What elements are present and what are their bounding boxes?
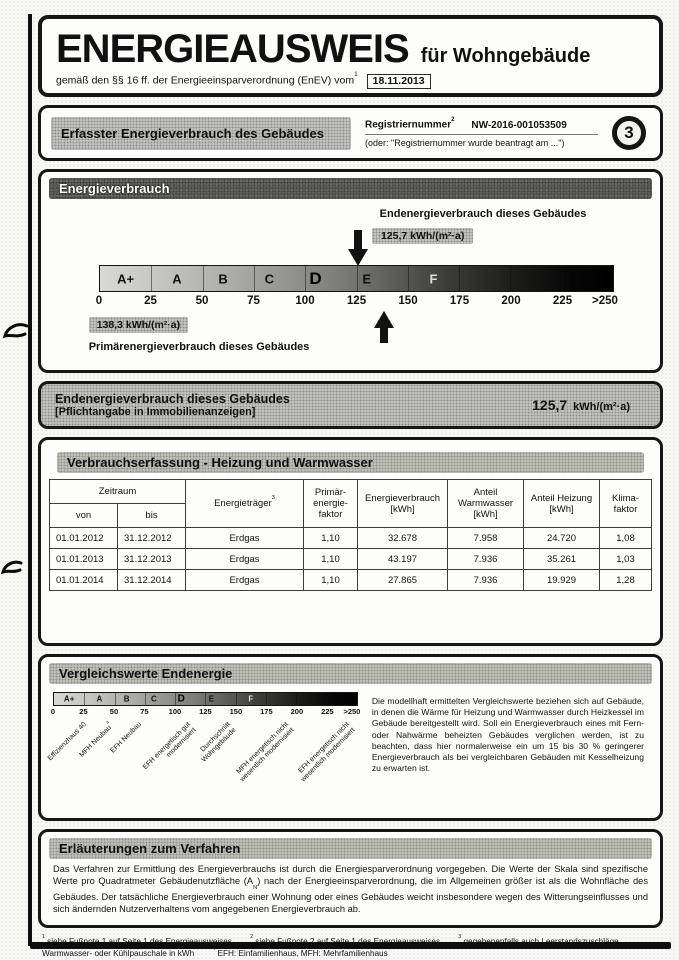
scale-class-e: E bbox=[208, 694, 215, 704]
registry-number-line bbox=[365, 115, 598, 134]
footnote-text: siehe Fußnote 1 auf Seite 1 des Energieausweises bbox=[47, 937, 232, 947]
scan-artifact bbox=[3, 322, 29, 344]
col-energietraeger-label: Energieträger bbox=[214, 498, 272, 510]
comparison-scale bbox=[47, 692, 361, 814]
scan-left-edge bbox=[28, 14, 32, 946]
scale-tick: 225 bbox=[552, 295, 573, 307]
table-row bbox=[50, 528, 652, 549]
scale-class-f: F bbox=[248, 694, 254, 704]
scale-tick: 25 bbox=[79, 707, 88, 716]
primary-energy-value: 138,3 kWh/(m²·a) bbox=[89, 317, 188, 333]
footnote-ref-1: 1 bbox=[354, 71, 358, 79]
explanation-section bbox=[38, 829, 663, 928]
cell-warmwasser: 7.936 bbox=[448, 570, 524, 591]
scale-class-a-plus: A+ bbox=[117, 271, 135, 286]
consumption-table bbox=[49, 479, 652, 591]
regulation-line bbox=[56, 71, 645, 87]
comparison-label-mfh-nicht-modernisiert: MFH energetisch nicht wesentlich modernisiert bbox=[235, 721, 296, 784]
table-row bbox=[50, 570, 652, 591]
scale-tick: 50 bbox=[195, 295, 209, 307]
scale-tick: 125 bbox=[199, 707, 212, 716]
cell-pef: 1,10 bbox=[304, 549, 358, 570]
cell-verbrauch: 32.678 bbox=[358, 528, 448, 549]
mandatory-value-number: 125,7 bbox=[532, 397, 568, 413]
scale-divider bbox=[510, 266, 511, 291]
footnote-2 bbox=[250, 934, 441, 947]
comparison-section bbox=[38, 654, 663, 821]
regulation-date: 18.11.2013 bbox=[367, 74, 431, 89]
subscript-n: N bbox=[253, 884, 258, 891]
scale-ticks bbox=[95, 292, 618, 310]
scale-tick: 175 bbox=[260, 707, 273, 716]
cell-heizung: 35.261 bbox=[524, 549, 600, 570]
comparison-scale-ticks bbox=[50, 706, 361, 718]
primary-energy-label: Primärenergieverbrauch dieses Gebäudes bbox=[88, 341, 310, 353]
cell-klimafaktor: 1,03 bbox=[600, 549, 652, 570]
document-title: ENERGIEAUSWEIS bbox=[56, 27, 409, 71]
col-bis: bis bbox=[118, 504, 186, 528]
scale-divider bbox=[327, 693, 328, 705]
scale-tick: 225 bbox=[321, 707, 334, 716]
scale-tick: 200 bbox=[501, 295, 521, 307]
registry-number-value: NW-2016-001053509 bbox=[471, 119, 567, 131]
mandatory-value-strip bbox=[38, 381, 663, 429]
comparison-label-text: MFH Neubau bbox=[78, 724, 113, 759]
cell-von: 01.01.2014 bbox=[50, 570, 118, 591]
scale-class-a-plus: A+ bbox=[63, 694, 75, 704]
table-body bbox=[50, 528, 652, 591]
comparison-body bbox=[41, 688, 660, 814]
regulation-text: gemäß den §§ 16 ff. der Energieeinsparverordnung (EnEV) vom bbox=[56, 74, 355, 87]
col-energietraeger bbox=[186, 480, 304, 528]
scale-divider bbox=[266, 693, 267, 705]
col-anteil-heizung: Anteil Heizung [kWh] bbox=[524, 480, 600, 528]
footnote-marker: 1 bbox=[42, 934, 45, 941]
scale-divider bbox=[203, 266, 204, 291]
scale-tick: 25 bbox=[144, 295, 157, 307]
col-energieverbrauch: Energieverbrauch [kWh] bbox=[358, 480, 448, 528]
scale-class-f: F bbox=[429, 271, 438, 286]
scan-artifact bbox=[1, 560, 23, 578]
scale-tick: 75 bbox=[140, 707, 149, 716]
comparison-label-efh-gut-modernisiert: EFH energetisch gut modernisiert bbox=[142, 721, 198, 772]
consumption-table-section bbox=[38, 437, 663, 646]
comparison-label-effizienzhaus: Effizienzhaus 40 bbox=[47, 721, 89, 763]
footnote-marker: 3 bbox=[458, 934, 462, 941]
comparison-scale-band bbox=[53, 692, 358, 706]
cell-warmwasser: 7.936 bbox=[448, 549, 524, 570]
scale-divider bbox=[175, 693, 176, 705]
explanation-text bbox=[53, 863, 648, 915]
scale-divider bbox=[296, 693, 297, 705]
cell-energietraeger: Erdgas bbox=[186, 549, 304, 570]
cell-heizung: 24.720 bbox=[524, 528, 600, 549]
registry-alt-text: (oder: "Registriernummer wurde beantragt am ...") bbox=[365, 137, 565, 148]
mandatory-value bbox=[532, 397, 646, 413]
comparison-label-durchschnitt: Durchschnitt Wohngebäude bbox=[199, 721, 238, 764]
energy-scale-band bbox=[99, 265, 614, 292]
explanation-text-part1: Das Verfahren zur Ermittlung des Energieverbrauchs ist durch die Energiesparverordnung vorgegeben. Die Werte der Skala sind spezifische Werte pro Quadratmeter Gebäudenutzfläche (A bbox=[53, 864, 648, 887]
scale-divider bbox=[408, 266, 409, 291]
scale-tick: 0 bbox=[95, 295, 103, 307]
scale-tick: 150 bbox=[229, 707, 243, 716]
footnote-marker: 2 bbox=[250, 934, 254, 941]
cell-pef: 1,10 bbox=[304, 528, 358, 549]
scale-tick: 50 bbox=[109, 707, 119, 716]
section-title-text: Vergleichswerte Endenergie bbox=[59, 666, 233, 681]
footnote-text: siehe Fußnote 2 auf Seite 1 des Energieausweises bbox=[255, 937, 441, 947]
footnote-text: EFH: Einfamilienhaus, MFH: Mehrfamilienhaus bbox=[217, 949, 388, 959]
scale-divider bbox=[562, 266, 563, 291]
cell-energietraeger: Erdgas bbox=[186, 570, 304, 591]
section-title-energieverbrauch bbox=[49, 178, 652, 199]
comparison-labels bbox=[47, 718, 358, 814]
scale-class-a: A bbox=[172, 271, 182, 286]
scale-class-b: B bbox=[218, 271, 228, 286]
scale-divider bbox=[254, 266, 255, 291]
scale-divider bbox=[236, 693, 237, 705]
scale-class-a: A bbox=[96, 694, 103, 704]
registry-info bbox=[365, 115, 598, 148]
cell-energietraeger: Erdgas bbox=[186, 528, 304, 549]
scale-class-b: B bbox=[123, 694, 130, 704]
section-title-text: Energieverbrauch bbox=[59, 181, 170, 196]
cell-heizung: 19.929 bbox=[524, 570, 600, 591]
table-head bbox=[50, 480, 652, 528]
scale-divider bbox=[151, 266, 152, 291]
scale-divider bbox=[115, 693, 116, 705]
scale-tick: 125 bbox=[346, 295, 367, 307]
section-title-erlaeuterungen bbox=[49, 838, 652, 859]
col-klimafaktor: Klima-faktor bbox=[600, 480, 652, 528]
mandatory-subtitle: [Pflichtangabe in Immobilienanzeigen] bbox=[55, 406, 256, 418]
footnote-ref-4: 4 bbox=[104, 719, 111, 725]
cell-bis: 31.12.2012 bbox=[118, 528, 186, 549]
footnotes bbox=[42, 936, 659, 960]
document-content bbox=[38, 15, 663, 960]
energy-consumption-section bbox=[38, 169, 663, 373]
scale-class-d: D bbox=[309, 268, 322, 288]
col-von: von bbox=[50, 504, 118, 528]
comparison-label-efh-neubau: EFH Neubau bbox=[109, 721, 144, 755]
end-energy-label: Endenergieverbrauch dieses Gebäudes bbox=[379, 208, 587, 220]
scale-tick: 100 bbox=[168, 707, 182, 716]
title-row bbox=[56, 27, 645, 72]
footnote-marker: 4 bbox=[212, 946, 216, 953]
cell-warmwasser: 7.958 bbox=[448, 528, 524, 549]
scale-class-c: C bbox=[151, 694, 157, 704]
col-anteil-warmwasser: Anteil Warmwasser [kWh] bbox=[448, 480, 524, 528]
cell-klimafaktor: 1,28 bbox=[600, 570, 652, 591]
cell-von: 01.01.2013 bbox=[50, 549, 118, 570]
cell-verbrauch: 43.197 bbox=[358, 549, 448, 570]
energy-scale bbox=[88, 203, 618, 366]
footnote-text: gegebenenfalls auch Leerstandszuschläge, Warmwasser- oder Kühlpauschale in kWh bbox=[42, 937, 621, 959]
section-title-text: Erläuterungen zum Verfahren bbox=[59, 841, 241, 856]
registry-bar bbox=[38, 105, 663, 161]
footnote-ref-2: 2 bbox=[451, 115, 455, 123]
primary-energy-annotation bbox=[88, 310, 614, 366]
comparison-note: Die modellhaft ermittelten Vergleichswerte beziehen sich auf Gebäude, in denen die Wärme für Heizung und Warmwasser durch Heizkessel im Gebäude bereitgestellt wird. Soll ein Energieverbrauch eines mit Fern- oder Nahwärme beheizten Gebäudes verglichen werden, ist zu beachten, dass hier normalerweise ein um 15 bis 30 % geringerer Energieverbrauch als bei vergleichbaren Gebäuden mit Kesselheizung zu erwarten ist. bbox=[371, 696, 644, 774]
primary-energy-arrow-icon bbox=[374, 311, 394, 343]
table-row bbox=[50, 549, 652, 570]
page-number-badge: 3 bbox=[612, 116, 646, 150]
scale-class-d: D bbox=[177, 693, 185, 705]
cell-pef: 1,10 bbox=[304, 570, 358, 591]
document-header bbox=[38, 15, 663, 97]
footnote-ref-3: 3 bbox=[271, 495, 275, 502]
col-zeitraum: Zeitraum bbox=[50, 480, 186, 504]
scale-divider bbox=[305, 266, 306, 291]
cell-von: 01.01.2012 bbox=[50, 528, 118, 549]
comparison-label-efh-nicht-modernisiert: EFH energetisch nicht wesentlich modernisiert bbox=[296, 721, 357, 784]
table-header-row bbox=[50, 480, 652, 504]
registry-number-label: Registriernummer bbox=[365, 119, 452, 131]
scale-divider bbox=[145, 693, 146, 705]
mandatory-titles bbox=[55, 392, 290, 418]
mandatory-title: Endenergieverbrauch dieses Gebäudes bbox=[55, 392, 290, 406]
end-energy-value: 125,7 kWh/(m²·a) bbox=[372, 228, 473, 244]
scale-tick: >250 bbox=[343, 707, 361, 716]
section-title-vergleichswerte bbox=[49, 663, 652, 684]
end-energy-arrow-icon bbox=[348, 230, 368, 266]
scale-tick: 0 bbox=[50, 707, 56, 716]
cell-bis: 31.12.2014 bbox=[118, 570, 186, 591]
scale-tick: 200 bbox=[290, 707, 304, 716]
scale-tick: >250 bbox=[591, 295, 618, 307]
cell-verbrauch: 27.865 bbox=[358, 570, 448, 591]
footnote-1 bbox=[42, 934, 232, 947]
document-subtitle: für Wohngebäude bbox=[420, 45, 591, 67]
scale-tick: 150 bbox=[398, 295, 418, 307]
scale-tick: 75 bbox=[247, 295, 260, 307]
section-title-erfasster-energieverbrauch: Erfasster Energieverbrauch des Gebäudes bbox=[51, 117, 351, 150]
scale-divider bbox=[459, 266, 460, 291]
scale-divider bbox=[205, 693, 206, 705]
cell-bis: 31.12.2013 bbox=[118, 549, 186, 570]
scale-tick: 100 bbox=[295, 295, 315, 307]
end-energy-annotation bbox=[99, 203, 614, 265]
cell-klimafaktor: 1,08 bbox=[600, 528, 652, 549]
scale-divider bbox=[357, 266, 358, 291]
col-primaerenergiefaktor: Primär-energie-faktor bbox=[304, 480, 358, 528]
mandatory-value-unit: kWh/(m²·a) bbox=[573, 401, 630, 413]
footnote-4 bbox=[212, 946, 388, 959]
scale-divider bbox=[84, 693, 85, 705]
scale-class-c: C bbox=[264, 271, 274, 286]
section-title-text: Verbrauchserfassung - Heizung und Warmwasser bbox=[67, 455, 373, 470]
section-title-verbrauchserfassung bbox=[57, 452, 644, 473]
explanation-text-part2: ) nach der Energieeinsparverordnung, die im Allgemeinen größer ist als die Wohnfläche des Gebäudes. Der tatsächliche Energieverbrauch einer Wohnung oder eines Gebäudes weicht insbesondere wegen des Witterungseinflusses und sich ändernden Nutzerverhaltens vom angegebenen Energieverbrauch ab. bbox=[53, 876, 648, 914]
scale-tick: 175 bbox=[449, 295, 470, 307]
scale-class-e: E bbox=[362, 271, 372, 286]
